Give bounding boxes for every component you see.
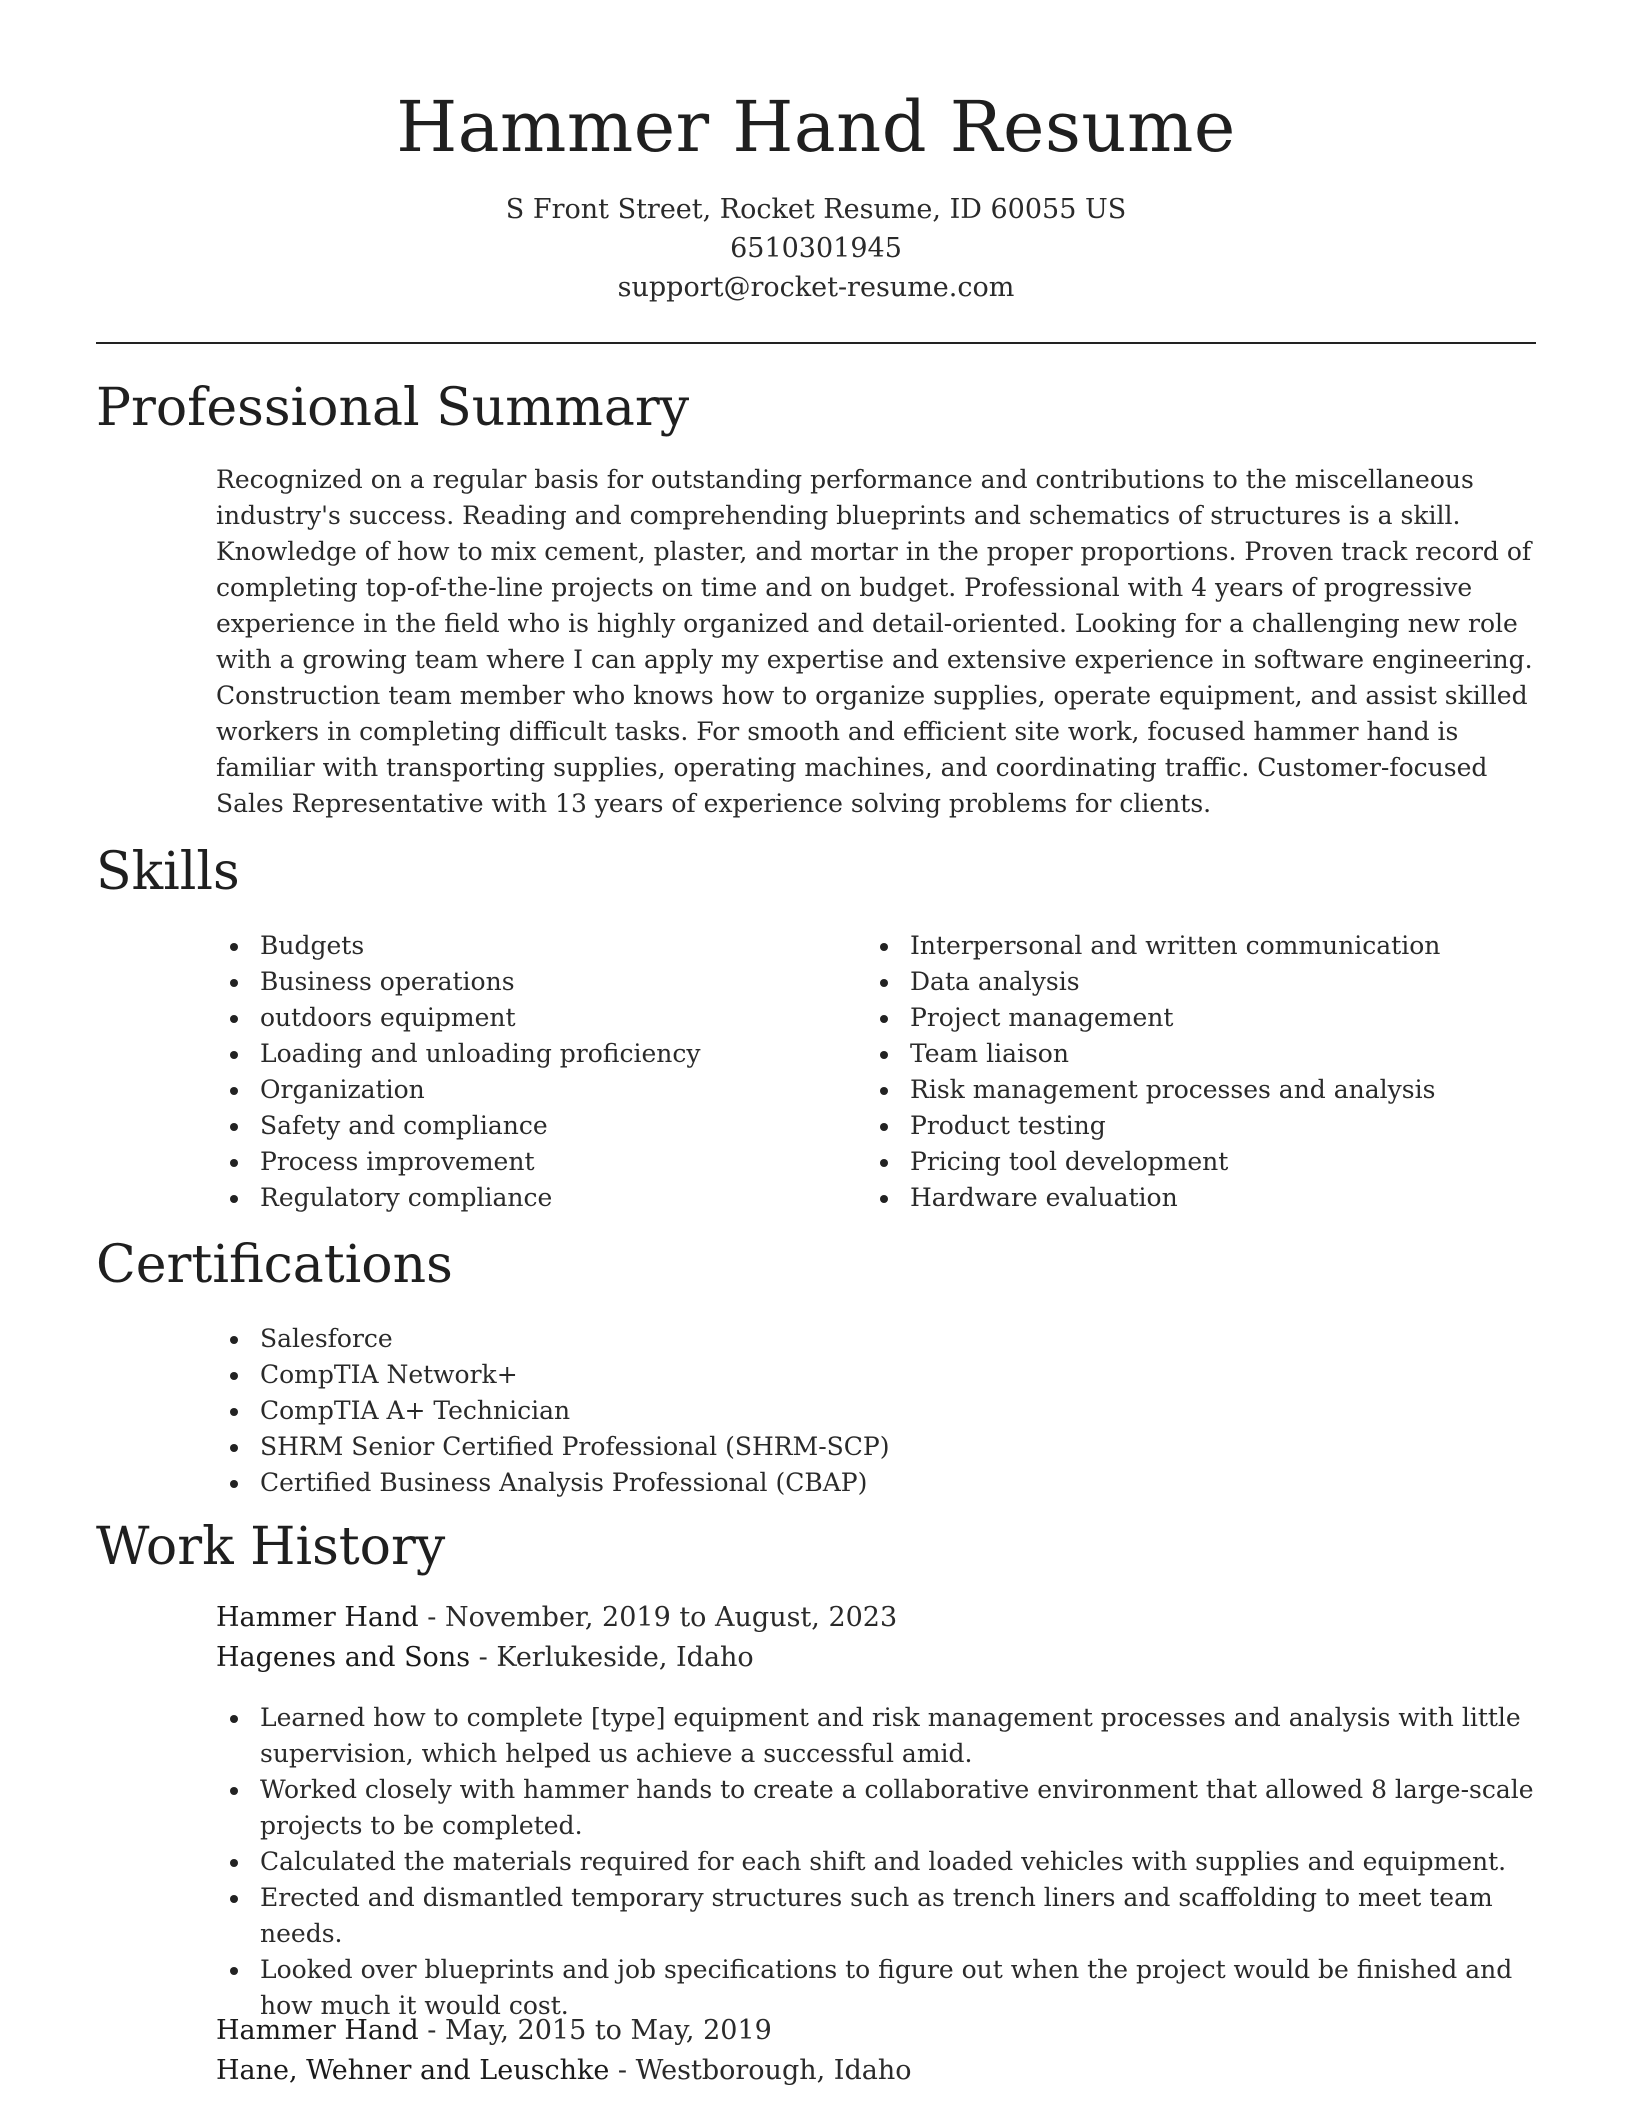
job-title: Hammer Hand	[216, 1602, 419, 1633]
skill-item: Process improvement	[216, 1144, 836, 1180]
job-bullet: Looked over blueprints and job specifications to figure out when the project would be finished and how much it would cost.	[216, 1952, 1536, 2024]
certification-item: CompTIA A+ Technician	[216, 1393, 1116, 1429]
job-bullet: Calculated the materials required for each shift and loaded vehicles with supplies and equipment.	[216, 1844, 1536, 1880]
job-title: Hammer Hand	[216, 2015, 419, 2046]
job-separator: -	[617, 2055, 636, 2086]
job-bullet: Learned how to complete [type] equipment and risk management processes and analysis with little supervision, which helped us achieve a successful amid.	[216, 1700, 1536, 1772]
skill-item: Hardware evaluation	[866, 1180, 1526, 1216]
skill-item: Team liaison	[866, 1036, 1526, 1072]
summary-heading: Professional Summary	[96, 378, 690, 438]
skill-item: Regulatory compliance	[216, 1180, 836, 1216]
skill-item: Safety and compliance	[216, 1108, 836, 1144]
certification-item: SHRM Senior Certified Professional (SHRM-SCP)	[216, 1429, 1116, 1465]
resume-name: Hammer Hand Resume	[396, 86, 1236, 168]
certifications-list	[216, 1321, 1116, 1501]
skill-item: Risk management processes and analysis	[866, 1072, 1526, 1108]
job-dates: May, 2015 to May, 2019	[444, 2015, 772, 2046]
job-location: Kerlukeside, Idaho	[496, 1642, 754, 1673]
job-bullets	[216, 1700, 1536, 2024]
skills-list-right	[866, 928, 1526, 1216]
job-dates: November, 2019 to August, 2023	[444, 1602, 898, 1633]
skills-heading: Skills	[96, 842, 240, 902]
skill-item: Organization	[216, 1072, 836, 1108]
job-title-line	[216, 2011, 772, 2051]
job-separator: -	[427, 2015, 445, 2046]
certification-item: Certified Business Analysis Professional (CBAP)	[216, 1465, 1116, 1501]
contact-block	[0, 190, 1632, 307]
skill-item: outdoors equipment	[216, 1000, 836, 1036]
job-location: Westborough, Idaho	[635, 2055, 912, 2086]
certifications-heading: Certifications	[96, 1235, 453, 1295]
skill-item: Product testing	[866, 1108, 1526, 1144]
contact-email: support@rocket-resume.com	[617, 272, 1015, 303]
job-title-line	[216, 1598, 897, 1638]
job-separator: -	[427, 1602, 445, 1633]
summary-text: Recognized on a regular basis for outstanding performance and contributions to the miscellaneous industry's success. Reading and comprehending blueprints and schematics of structures is a skill. Knowledge of how to mix cement, plaster, and mortar in the proper proportions. Proven track record of completing top-of-the-line projects on time and on budget. Professional with 4 years of progressive experience in the field who is highly organized and detail-oriented. Looking for a challenging new role with a growing team where I can apply my expertise and extensive experience in software engineering. Construction team member who knows how to organize supplies, operate equipment, and assist skilled workers in completing difficult tasks. For smooth and efficient site work, focused hammer hand is familiar with transporting supplies, operating machines, and coordinating traffic. Customer-focused Sales Representative with 13 years of experience solving problems for clients.	[216, 465, 1533, 818]
work-history-heading: Work History	[96, 1517, 446, 1577]
contact-address: S Front Street, Rocket Resume, ID 60055 US	[505, 194, 1127, 225]
contact-phone: 6510301945	[730, 233, 902, 264]
certification-item: CompTIA Network+	[216, 1357, 1116, 1393]
job-bullet: Erected and dismantled temporary structures such as trench liners and scaffolding to meet team needs.	[216, 1880, 1536, 1952]
job-company: Hagenes and Sons	[216, 1642, 471, 1673]
skill-item: Data analysis	[866, 964, 1526, 1000]
skill-item: Pricing tool development	[866, 1144, 1526, 1180]
job-company-line	[216, 2051, 911, 2091]
skill-item: Loading and unloading proficiency	[216, 1036, 836, 1072]
skill-item: Budgets	[216, 928, 836, 964]
header-divider	[96, 342, 1536, 344]
resume-header	[0, 0, 1632, 307]
skill-item: Business operations	[216, 964, 836, 1000]
skill-item: Interpersonal and written communication	[866, 928, 1526, 964]
job-company-line	[216, 1638, 754, 1678]
job-separator: -	[478, 1642, 497, 1673]
skills-list-left	[216, 928, 836, 1216]
job-bullet: Worked closely with hammer hands to create a collaborative environment that allowed 8 large-scale projects to be completed.	[216, 1772, 1536, 1844]
certification-item: Salesforce	[216, 1321, 1116, 1357]
job-company: Hane, Wehner and Leuschke	[216, 2055, 610, 2086]
skill-item: Project management	[866, 1000, 1526, 1036]
